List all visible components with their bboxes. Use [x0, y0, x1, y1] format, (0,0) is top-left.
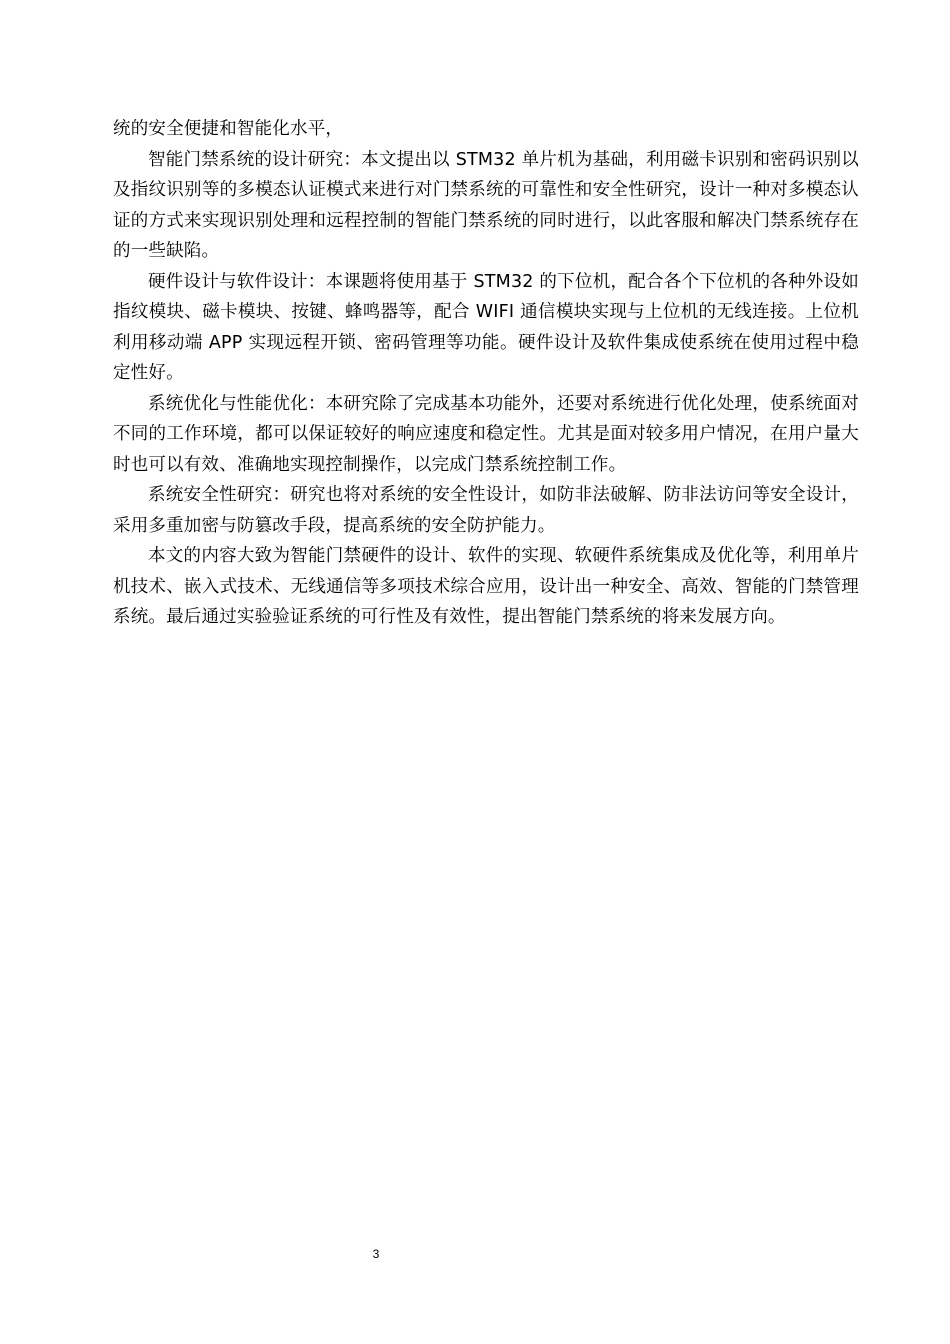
paragraph-hardware-software: 硬件设计与软件设计：本课题将使用基于 STM32 的下位机，配合各个下位机的各种外设如指纹模块、磁卡模块、按键、蜂鸣器等，配合 WIFI 通信模块实现与上位机的无线连接。上位机利用移动端 APP 实现远程开锁、密码管理等功能。硬件设计及软件集成使系统在使用过程中稳定性好。 — [113, 271, 859, 383]
body-text — [113, 114, 859, 633]
paragraph-security: 系统安全性研究：研究也将对系统的安全性设计，如防非法破解、防非法访问等安全设计，采用多重加密与防篡改手段，提高系统的安全防护能力。 — [113, 485, 859, 536]
paragraph-optimization: 系统优化与性能优化：本研究除了完成基本功能外，还要对系统进行优化处理，使系统面对不同的工作环境，都可以保证较好的响应速度和稳定性。尤其是面对较多用户情况，在用户量大时也可以有效、准确地实现控制操作，以完成门禁系统控制工作。 — [113, 393, 859, 475]
paragraph-continuation: 统的安全便捷和智能化水平， — [113, 119, 344, 139]
page-number: 3 — [372, 1247, 380, 1261]
paragraph-summary: 本文的内容大致为智能门禁硬件的设计、软件的实现、软硬件系统集成及优化等，利用单片机技术、嵌入式技术、无线通信等多项技术综合应用，设计出一种安全、高效、智能的门禁管理系统。最后通过实验验证系统的可行性及有效性，提出智能门禁系统的将来发展方向。 — [113, 546, 859, 627]
paragraph-design-research: 智能门禁系统的设计研究：本文提出以 STM32 单片机为基础，利用磁卡识别和密码识别以及指纹识别等的多模态认证模式来进行对门禁系统的可靠性和安全性研究，设计一种对多模态认证的方式来实现识别处理和远程控制的智能门禁系统的同时进行，以此客服和解决门禁系统存在的一些缺陷。 — [113, 149, 859, 261]
